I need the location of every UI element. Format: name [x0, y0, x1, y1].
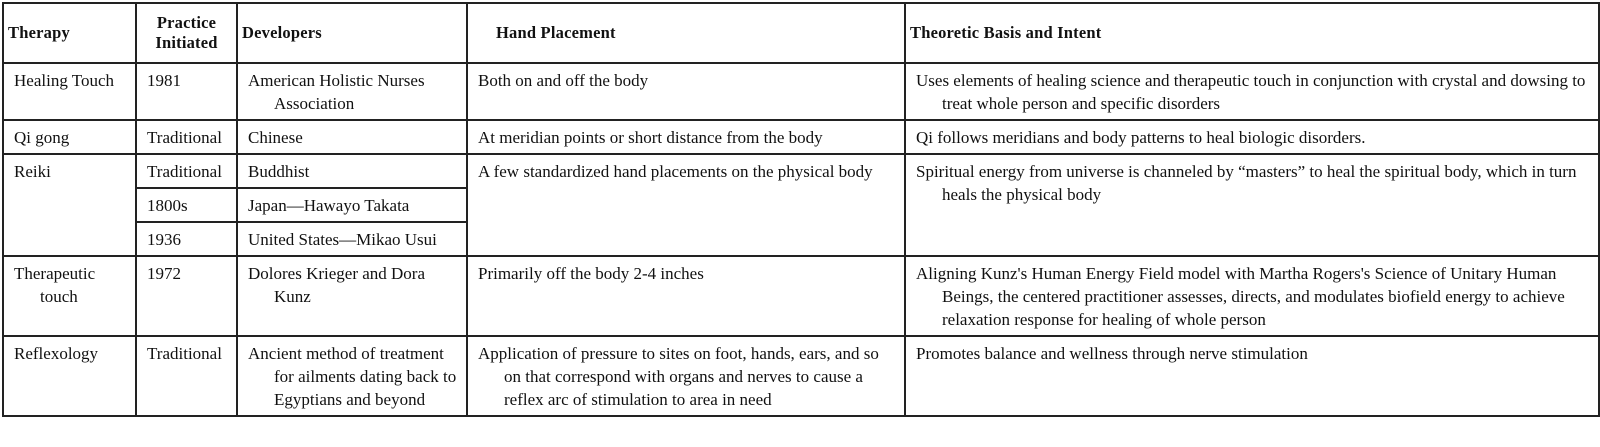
header-theoretic-basis: Theoretic Basis and Intent [905, 3, 1599, 63]
cell-developers: Dolores Krieger and Dora Kunz [237, 256, 467, 336]
cell-therapy: Therapeutic touch [3, 256, 136, 336]
cell-practice: 1972 [136, 256, 237, 336]
table-row [3, 120, 1599, 154]
header-developers: Developers [237, 3, 467, 63]
table-row [3, 336, 1599, 416]
cell-therapy: Healing Touch [3, 63, 136, 120]
cell-theoretic-basis: Qi follows meridians and body patterns to heal biologic disorders. [905, 120, 1599, 154]
table-row [3, 256, 1599, 336]
cell-developers: American Holistic Nurses Association [237, 63, 467, 120]
cell-practice: 1800s [136, 188, 237, 222]
cell-practice: 1981 [136, 63, 237, 120]
table-header-row [3, 3, 1599, 63]
cell-developers: Chinese [237, 120, 467, 154]
cell-theoretic-basis: Uses elements of healing science and therapeutic touch in conjunction with crystal and dowsing to treat whole person and specific disorders [905, 63, 1599, 120]
therapies-table [2, 2, 1600, 417]
cell-hand-placement: Both on and off the body [467, 63, 905, 120]
cell-practice: 1936 [136, 222, 237, 256]
cell-therapy: Qi gong [3, 120, 136, 154]
cell-hand-placement: Primarily off the body 2-4 inches [467, 256, 905, 336]
cell-therapy: Reflexology [3, 336, 136, 416]
cell-hand-placement: At meridian points or short distance from the body [467, 120, 905, 154]
header-practice-initiated: Practice Initiated [136, 3, 237, 63]
cell-developers: United States—Mikao Usui [237, 222, 467, 256]
cell-theoretic-basis: Aligning Kunz's Human Energy Field model with Martha Rogers's Science of Unitary Human Beings, the centered practitioner assesses, directs, and modulates biofield energy to achieve relaxation response for healing of whole person [905, 256, 1599, 336]
header-hand-placement: Hand Placement [467, 3, 905, 63]
cell-practice: Traditional [136, 336, 237, 416]
cell-therapy: Reiki [3, 154, 136, 256]
header-therapy: Therapy [3, 3, 136, 63]
table-row [3, 154, 1599, 188]
cell-practice: Traditional [136, 154, 237, 188]
cell-theoretic-basis: Spiritual energy from universe is channeled by “masters” to heal the spiritual body, which in turn heals the physical body [905, 154, 1599, 256]
cell-developers: Ancient method of treatment for ailments dating back to Egyptians and beyond [237, 336, 467, 416]
cell-developers: Buddhist [237, 154, 467, 188]
cell-developers: Japan—Hawayo Takata [237, 188, 467, 222]
cell-theoretic-basis: Promotes balance and wellness through nerve stimulation [905, 336, 1599, 416]
table-row [3, 63, 1599, 120]
cell-hand-placement: A few standardized hand placements on the physical body [467, 154, 905, 256]
cell-practice: Traditional [136, 120, 237, 154]
cell-hand-placement: Application of pressure to sites on foot, hands, ears, and so on that correspond with organs and nerves to cause a reflex arc of stimulation to area in need [467, 336, 905, 416]
